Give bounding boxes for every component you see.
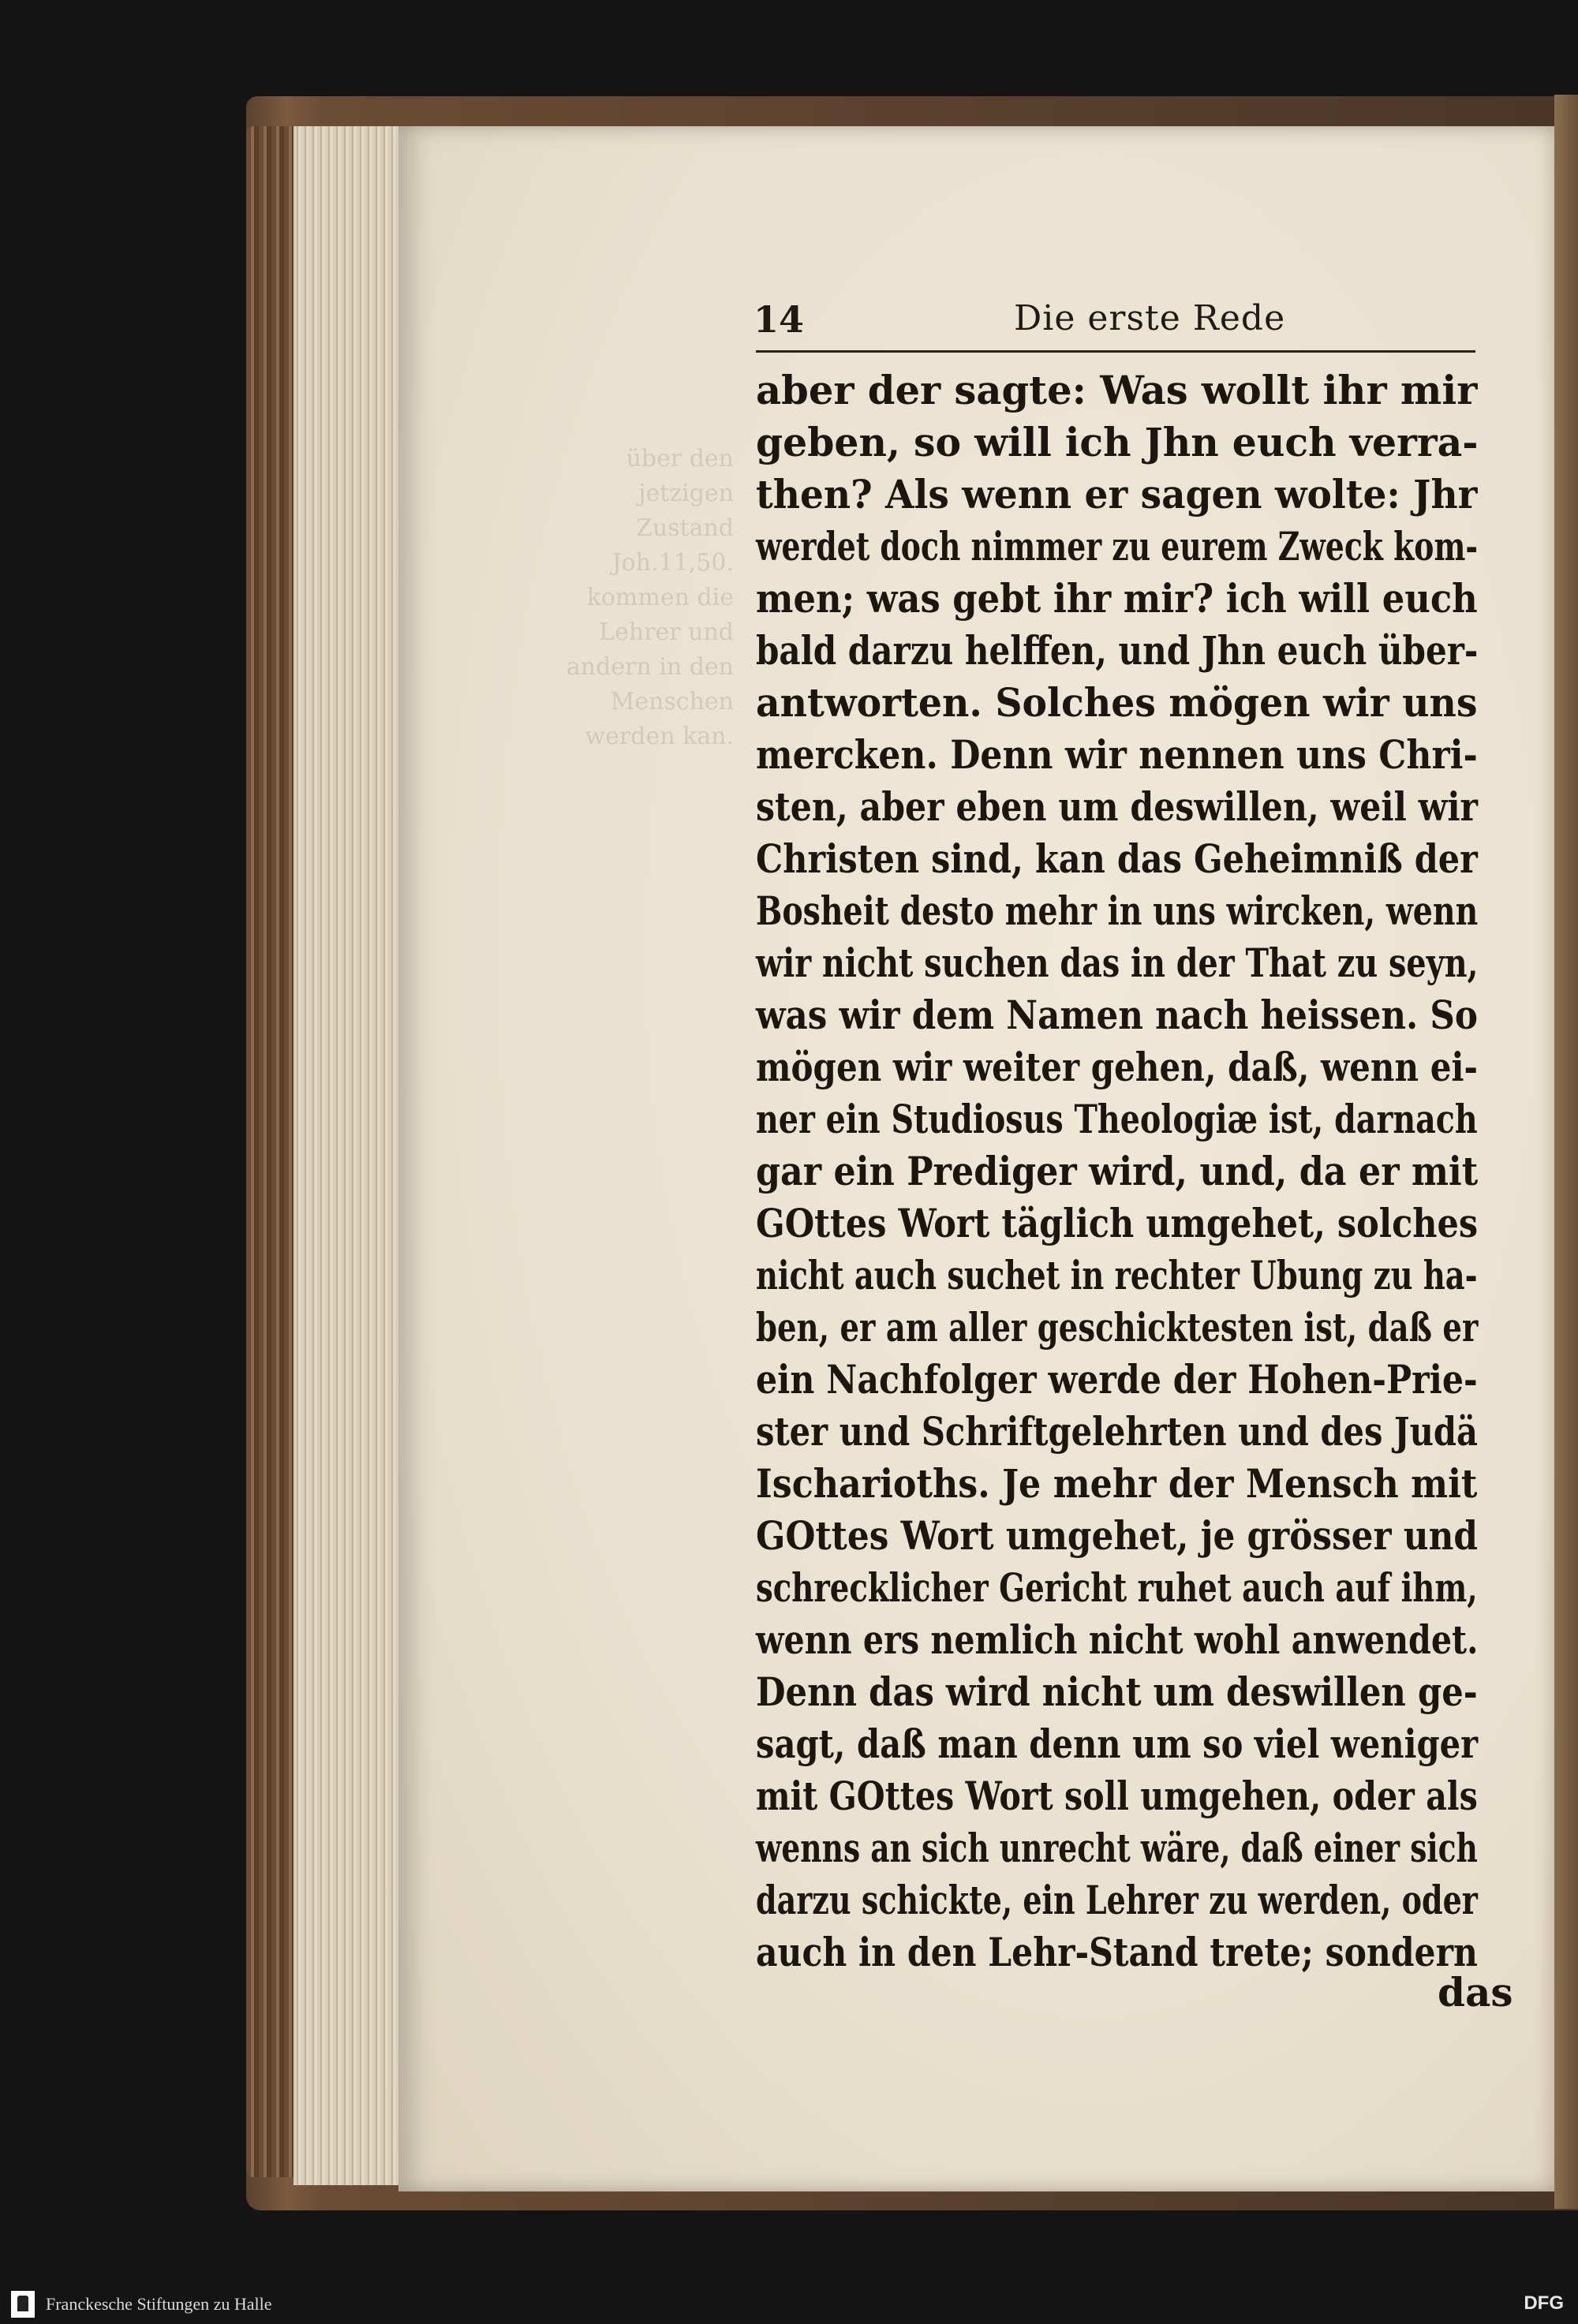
show-through-line: andern in den [566, 653, 734, 681]
text-line: then? Als wenn er sagen wolte: Jhr [756, 471, 1478, 517]
text-line: gar ein Prediger wird, und, da er mit [756, 1148, 1479, 1194]
text-line: bald darzu helffen, und Jhn euch über- [756, 627, 1479, 674]
text-line: ner ein Studiosus Theologiæ ist, darnach [756, 1096, 1478, 1142]
page-stack-edge [294, 126, 404, 2185]
text-line: darzu schickte, ein Lehrer zu werden, oder [756, 1877, 1478, 1923]
text-line: auch in den Lehr-Stand trete; sondern [756, 1929, 1478, 1975]
text-line: ster und Schriftgelehrten und des Judä [756, 1408, 1478, 1455]
text-line: werdet doch nimmer zu eurem Zweck kom- [756, 523, 1479, 570]
funder-logo: DFG [1524, 2292, 1564, 2314]
text-line: mögen wir weiter gehen, daß, wenn ei- [756, 1044, 1478, 1090]
running-title: Die erste Rede [1014, 298, 1286, 338]
text-line: men; was gebt ihr mir? ich will euch [756, 575, 1478, 622]
text-line: aber der sagte: Was wollt ihr mir [756, 367, 1478, 413]
show-through-line: Menschen [610, 688, 734, 716]
text-line: schrecklicher Gericht ruhet auch auf ihm, [756, 1564, 1478, 1611]
viewer-footer [0, 2285, 1578, 2324]
text-line: GOttes Wort täglich umgehet, solches [756, 1200, 1479, 1246]
institution-name: Franckesche Stiftungen zu Halle [46, 2294, 272, 2314]
page-header [753, 298, 1479, 353]
text-line: antworten. Solches mögen wir uns [756, 679, 1478, 726]
text-line: geben, so will ich Jhn euch verra- [756, 419, 1479, 465]
body-text [756, 364, 1513, 1978]
text-line: Christen sind, kan das Geheimniß der [756, 835, 1478, 882]
text-line: Bosheit desto mehr in uns wircken, wenn [756, 887, 1479, 934]
text-line: ein Nachfolger werde der Hohen-Prie- [756, 1356, 1478, 1403]
text-line: mercken. Denn wir nennen uns Chri- [756, 731, 1478, 778]
show-through-line: Lehrer und [599, 618, 734, 646]
show-through-line: über den jetzigen Zustand [626, 445, 734, 542]
show-through-line: werden kan. [585, 723, 734, 750]
text-line: mit GOttes Wort soll umgehen, oder als [756, 1773, 1478, 1819]
catchword: das [1438, 1969, 1513, 2016]
text-line: nicht auch suchet in rechter Ubung zu ha- [756, 1252, 1478, 1298]
institution-logo-icon [11, 2291, 35, 2318]
show-through-line: Joh.11,50. [611, 549, 734, 577]
text-line: was wir dem Namen nach heissen. So [756, 992, 1478, 1038]
text-line: sagt, daß man denn um so viel weniger [756, 1721, 1479, 1767]
show-through-line: kommen die [586, 584, 734, 611]
text-line: Ischarioths. Je mehr der Mensch mit [756, 1460, 1478, 1507]
book-spine-edge [246, 126, 294, 2177]
text-line: wenn ers nemlich nicht wohl anwendet. [756, 1616, 1479, 1663]
text-line: wir nicht suchen das in der That zu seyn, [756, 940, 1479, 986]
text-line: ben, er am aller geschicktesten ist, daß er [756, 1304, 1479, 1351]
page-number: 14 [753, 298, 805, 341]
header-rule [756, 350, 1475, 353]
text-line: sten, aber eben um deswillen, weil wir [756, 783, 1479, 830]
text-line: wenns an sich unrecht wäre, daß einer sich [756, 1825, 1478, 1871]
facing-page-edge [1554, 95, 1578, 2209]
show-through-text [552, 442, 734, 750]
text-line: Denn das wird nicht um deswillen ge- [756, 1668, 1478, 1715]
text-line: GOttes Wort umgehet, je grösser und [756, 1512, 1478, 1559]
